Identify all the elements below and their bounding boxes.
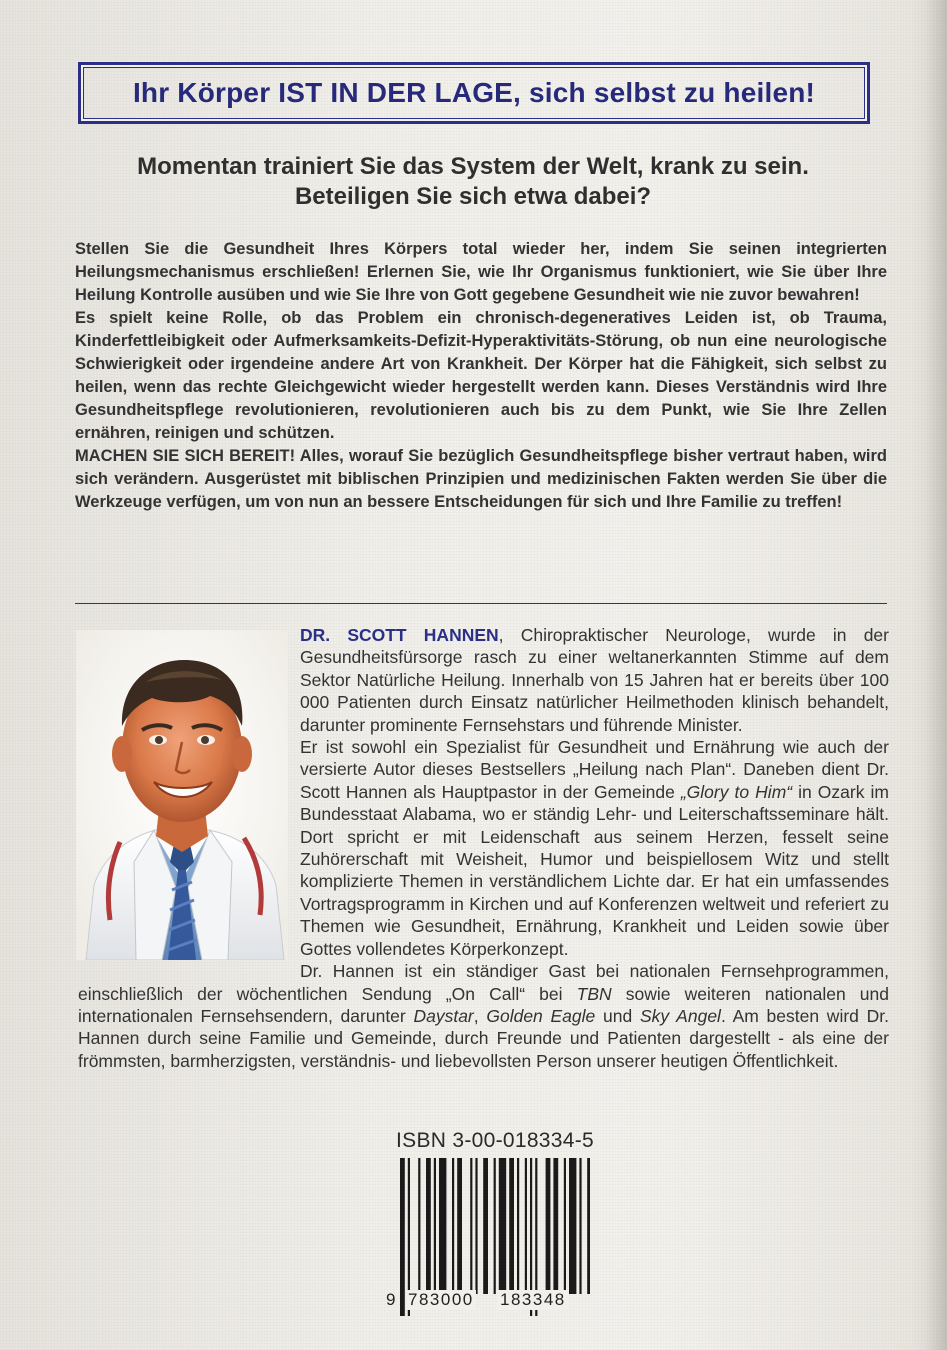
subheadline: Momentan trainiert Sie das System der Welt, krank zu sein. Beteiligen Sie sich etwa dabei? — [137, 153, 809, 210]
barcode-bar — [587, 1158, 590, 1294]
bio-p2-text-b: in Ozark im Bundesstaat Alabama, wo er ständig Lehr- und Leiterschaftsseminare hält. Dort spricht er mit Leidenschaft aus seinem Herzen, fesselt seine Zuhörerschaft mit Weisheit, Humor und beispiellosem Witz und stellt komplizierte Themen in verständlichem Lichte dar. Er hat ein umfassendes Vortragsprogramm in Kirchen und auf Konferenzen weltweit und referiert zu Themen wie Gesundheit, Ernährung, Krankheit und Leiden sowie über Gottes vollendetes Körperkonzept. — [300, 781, 889, 959]
author-portrait-photo — [76, 630, 288, 960]
intro-paragraph-1: Stellen Sie die Gesundheit Ihres Körpers total wieder her, indem Sie seinen integrierten Heilungsmechanismus erschließen! Erlernen Sie, wie Ihr Organismus funktioniert, wie Sie über Ihre Heilung Kontrolle ausüben und wie Sie Ihre von Gott gegebene Gesundheit wie nie zuvor bewahren! — [75, 240, 887, 304]
headline: Ihr Körper IST IN DER LAGE, sich selbst zu heilen! — [132, 77, 816, 108]
intro-paragraph-2: Es spielt keine Rolle, ob das Problem ein chronisch-degeneratives Leiden ist, ob Trauma, Kinderfettleibigkeit oder Aufmerksamkeits-Defizit-Hyperaktivitäts-Störung, ob nun eine neurologische Schwierigkeit oder irgendeine andere Art von Krankheit. Der Körper hat die Fähigkeit, sich selbst zu heilen, wenn das rechte Gleichgewicht wieder hergestellt werden kann. Dieses Verständnis wird Ihre Gesundheitspflege revolutionieren, revolutionieren auch bis zu dem Punkt, wie Sie Ihre Zellen ernähren, reinigen und schützen. — [75, 309, 887, 442]
tv-golden-eagle: Golden Eagle — [486, 1005, 596, 1026]
barcode-bar — [452, 1158, 454, 1294]
barcode-digit-group-1: 783000 — [408, 1290, 474, 1309]
barcode-bar — [470, 1158, 472, 1294]
bio-paragraph-3 — [78, 960, 889, 1072]
barcode-bar — [426, 1158, 431, 1294]
bio-p3-text-e: . Am besten wird Dr. Hannen durch seine Familie und Gemeinde, durch Freunde und Patienten dargestellt - als eine der frömmsten, barmherzigsten, verständnis- und liebevollsten Person unserer heutigen Öffentlichkeit. — [78, 1005, 889, 1071]
barcode-digits — [382, 1290, 592, 1316]
barcode-bar — [418, 1158, 420, 1294]
church-name: „Glory to Him“ — [680, 781, 793, 802]
barcode-bar — [439, 1158, 446, 1294]
barcode-bar — [494, 1158, 496, 1294]
barcode-lead-digit: 9 — [386, 1290, 396, 1309]
barcode-bar — [475, 1158, 477, 1294]
bio-p3-text-d: und — [595, 1005, 640, 1026]
barcode-bar — [509, 1158, 514, 1294]
tv-sky-angel: Sky Angel — [639, 1005, 721, 1026]
barcode-bar — [457, 1158, 462, 1294]
barcode-bar — [564, 1158, 566, 1294]
barcode-bar — [525, 1158, 527, 1294]
intro-paragraph-3: MACHEN SIE SICH BEREIT! Alles, worauf Sie bezüglich Gesundheitspflege bisher vertraut haben, wird sich verändern. Ausgerüstet mit biblischen Prinzipien und medizinischen Fakten werden Sie über die Werkzeuge verfügen, um von nun an bessere Entscheidungen für sich und Ihre Familie zu treffen! — [75, 447, 887, 511]
section-divider — [75, 603, 887, 604]
bio-p1-text: , Chiropraktischer Neurologe, wurde in der Gesundheitsfürsorge rasch zu einer weltanerkannten Stimme auf dem Sektor Natürliche Heilung. Innerhalb von 15 Jahren hat er bereits über 100 000 Patienten durch Einsatz natürlicher Heilmethoden klinisch behandelt, darunter prominente Fernsehstars und führende Minister. — [300, 625, 889, 735]
barcode-bar — [483, 1158, 488, 1294]
bio-p3-text-c: , — [473, 1005, 487, 1026]
barcode-digit-group-2: 183348 — [500, 1290, 566, 1309]
barcode-bar — [499, 1158, 506, 1294]
barcode-bar — [569, 1158, 576, 1294]
barcode-bar — [579, 1158, 581, 1294]
intro-text — [75, 238, 887, 514]
tv-tbn: TBN — [576, 983, 612, 1004]
barcode-bar — [546, 1158, 551, 1294]
bio-p2-text-a: Er ist sowohl ein Spezialist für Gesundheit und Ernährung wie auch der versierte Autor dieses Bestsellers „Heilung nach Plan“. Daneben dient Dr. Scott Hannen als Hauptpastor in der Gemeinde — [300, 737, 889, 802]
barcode-bar — [434, 1158, 436, 1294]
barcode-bar — [517, 1158, 519, 1294]
author-name: DR. SCOTT HANNEN — [300, 625, 499, 645]
bio-p3-text-b: sowie weiteren nationalen und internationalen Fernsehsendern, darunter — [78, 983, 889, 1026]
tv-daystar: Daystar — [413, 1005, 474, 1026]
isbn-label: ISBN 3-00-018334-5 — [396, 1129, 595, 1152]
bio-p3-text-a: Dr. Hannen ist ein ständiger Gast bei nationalen Fernsehprogrammen, einschließlich der wöchentlichen Sendung „On Call“ bei — [78, 961, 889, 1004]
headline-box — [78, 62, 870, 124]
barcode-bar — [553, 1158, 558, 1294]
